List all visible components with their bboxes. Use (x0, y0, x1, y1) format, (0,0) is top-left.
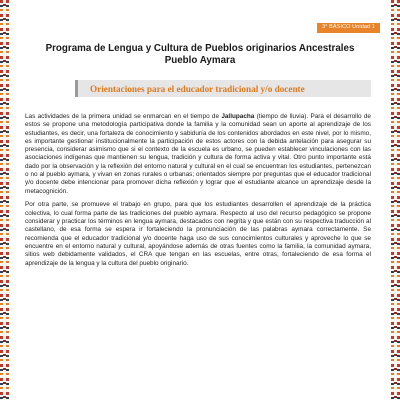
document-header (0, 43, 400, 67)
paragraph-2: Por otra parte, se promueve el trabajo en grupo, para que los estudiantes desarrollen el aprendizaje de la práctica colectiva, lo cual forma parte de las tradiciones del pueblo aymara. Respecto al uso del recurso pedagógico se propone considerar y practicar los términos en lengua aymara, destacados con negrita y que están con su respectiva traducción al castellano, de esa forma se espera ir fortaleciendo la pronunciación de las palabras aymara correctamente. Se recomienda que el educador tradicional y/o docente haga uso de sus conocimientos culturales y aproveche lo que se encuentre en el entorno natural y cultural, apoyándose además de otras fuentes como la familia, la comunidad aymara, sitios web debidamente validados, el CRA que tengan en las escuelas, entre otras, fortaleciendo de esa forma el aprendizaje de la lengua y la cultura del pueblo originario. (25, 201, 371, 267)
paragraph-1 (25, 113, 371, 196)
body-content (25, 113, 371, 273)
section-heading-bar (75, 80, 371, 97)
paragraph-1-lead: Las actividades de la primera unidad se enmarcan en el tiempo de (25, 113, 222, 120)
section-heading-title: Orientaciones para el educador tradicional y/o docente (90, 83, 305, 94)
paragraph-1-bold-term: Jallupacha (221, 113, 255, 120)
paragraph-1-rest: (tiempo de lluvia). Para el desarrollo de estos se propone una metodología participativa donde la familia y la comunidad sean un aporte al aprendizaje de los estudiantes, es decir, una fortaleza de conocimiento y sabiduría de los contenidos abordados en este nivel, por lo mismo, es importante gestionar institucionalmente la participación de estos actores con la debida antelación para asegurar su presencia, considerar asimismo que si el contexto de la escuela es urbano, se pueden establecer vinculaciones con las asociaciones indígenas que mantienen su lengua, tradición y cultura de forma activa y vital. Otro punto importante está dado por la observación y la reflexión del entorno natural y cultural en el cual se encuentran los estudiantes, pertenezcan o no al pueblo aymara, y vivan en zonas rurales o urbanas; orientados siempre por preguntas que el educador tradicional y/o docente debe intencionar para promover dicha reflexión y lograr que el estudiante alcance un aprendizaje desde la metacognición. (25, 113, 371, 195)
program-title: Programa de Lengua y Cultura de Pueblos originarios Ancestrales (45, 43, 355, 54)
grade-unit-badge: 3° BÁSICO Unidad 1 (317, 23, 380, 33)
people-title: Pueblo Aymara (164, 55, 236, 66)
